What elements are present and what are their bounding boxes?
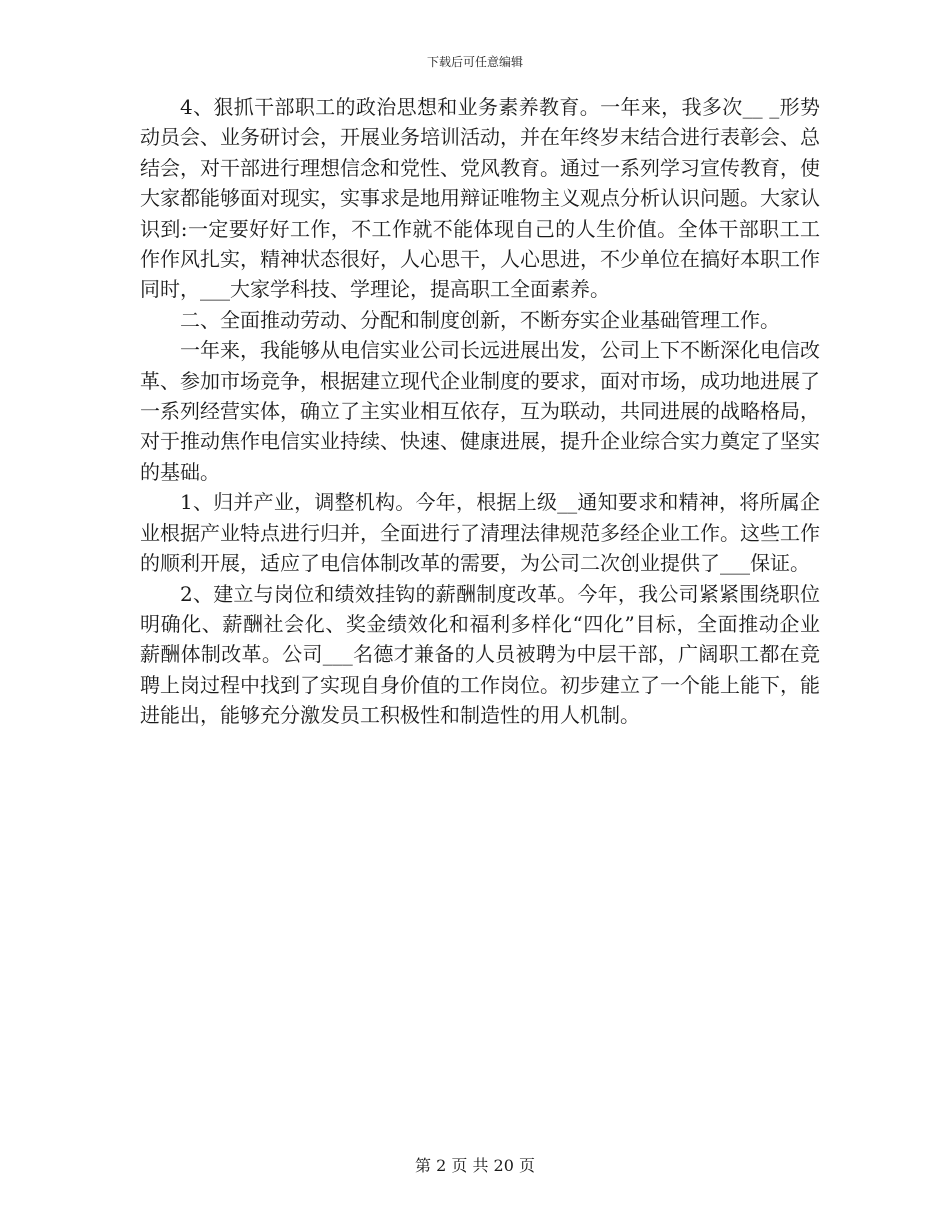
page-number: 第 2 页 共 20 页: [415, 1156, 535, 1175]
document-body: [140, 92, 820, 731]
paragraph-industry-merge: 1、归并产业，调整机构。今年，根据上级__通知要求和精神，将所属企业根据产业特点进行归并，全面进行了清理法律规范多经企业工作。这些工作的顺利开展，适应了电信体制改革的需要，为公司二次创业提供了___保证。: [140, 490, 820, 576]
page-header-note: 下载后可任意编辑: [426, 55, 523, 69]
paragraph-salary-reform: 2、建立与岗位和绩效挂钩的薪酬制度改革。今年，我公司紧紧围绕职位明确化、薪酬社会化、奖金绩效化和福利多样化“四化”目标，全面推动企业薪酬体制改革。公司___名德才兼备的人员被聘为中层干部，广阔职工都在竞聘上岗过程中找到了实现自身价值的工作岗位。初步建立了一个能上能下，能进能出，能够充分激发员工积极性和制造性的用人机制。: [140, 581, 820, 728]
paragraph-section-two-heading: 二、全面推动劳动、分配和制度创新，不断夯实企业基础管理工作。: [180, 307, 780, 332]
paragraph-year-overview: 一年来，我能够从电信实业公司长远进展出发，公司上下不断深化电信改革、参加市场竞争，根据建立现代企业制度的要求，面对市场，成功地进展了一系列经营实体，确立了主实业相互依存，互为联动，共同进展的战略格局，对于推动焦作电信实业持续、快速、健康进展，提升企业综合实力奠定了坚实的基础。: [140, 338, 820, 484]
paragraph-political-education: 4、狠抓干部职工的政治思想和业务素养教育。一年来，我多次__ _形势动员会、业务研讨会，开展业务培训活动，并在年终岁末结合进行表彰会、总结会，对干部进行理想信念和党性、党风教育。通过一系列学习宣传教育，使大家都能够面对现实，实事求是地用辩证唯物主义观点分析认识问题。大家认识到:一定要好好工作，不工作就不能体现自己的人生价值。全体干部职工工作作风扎实，精神状态很好，人心思干，人心思进，不少单位在搞好本职工作同时，___大家学科技、学理论，提高职工全面素养。: [140, 95, 820, 302]
